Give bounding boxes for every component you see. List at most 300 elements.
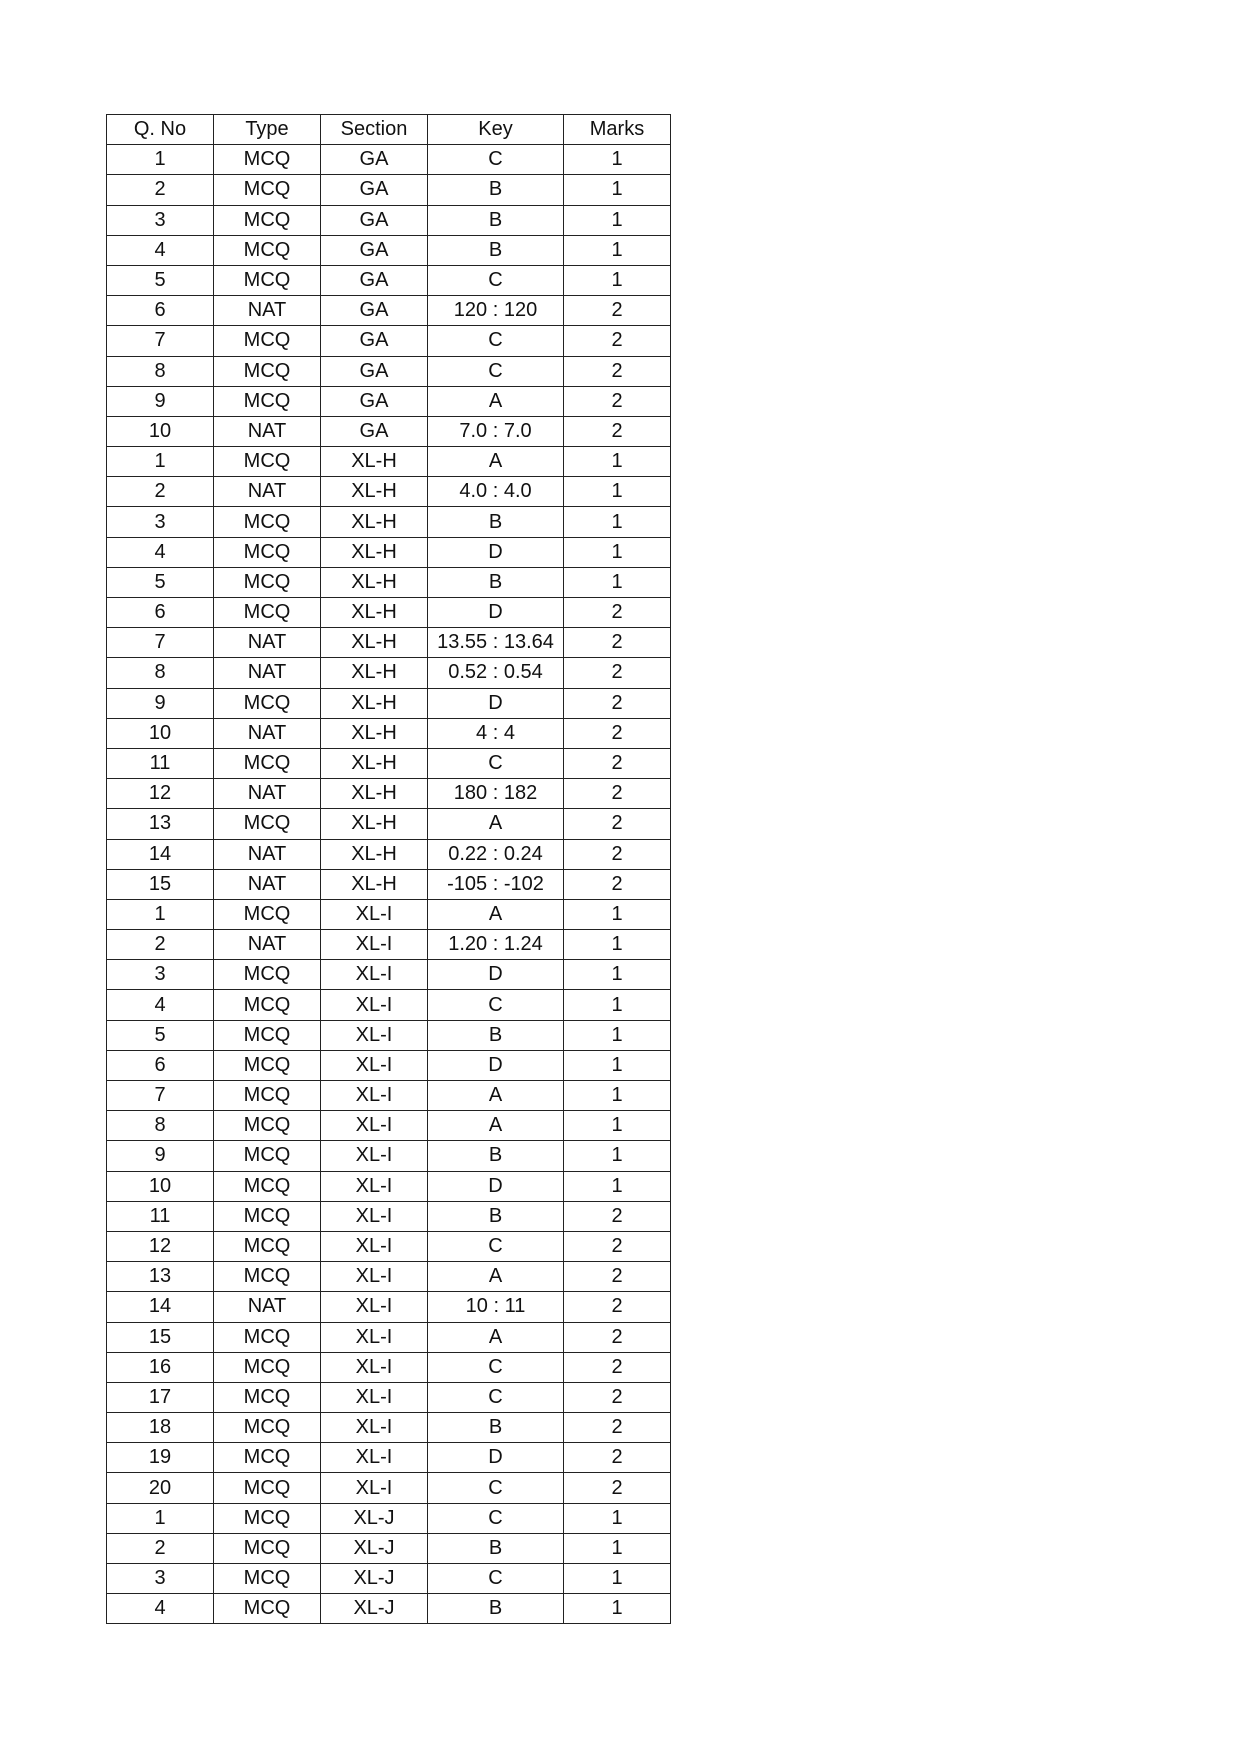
cell-key: 1.20 : 1.24 [428,930,564,960]
cell-type: NAT [214,296,321,326]
cell-marks: 2 [564,839,671,869]
cell-qno: 20 [107,1473,214,1503]
cell-type: NAT [214,628,321,658]
cell-type: MCQ [214,537,321,567]
cell-key: B [428,1141,564,1171]
cell-qno: 11 [107,1201,214,1231]
cell-marks: 1 [564,537,671,567]
cell-key: -105 : -102 [428,869,564,899]
cell-type: MCQ [214,1020,321,1050]
cell-type: MCQ [214,1322,321,1352]
cell-marks: 1 [564,1503,671,1533]
cell-qno: 15 [107,869,214,899]
table-row [107,1262,671,1292]
header-marks: Marks [564,115,671,145]
cell-section: XL-H [321,809,428,839]
cell-section: GA [321,386,428,416]
table-row [107,748,671,778]
cell-marks: 1 [564,930,671,960]
cell-key: B [428,1533,564,1563]
cell-type: MCQ [214,1352,321,1382]
cell-marks: 2 [564,386,671,416]
cell-marks: 2 [564,1231,671,1261]
cell-qno: 4 [107,990,214,1020]
cell-qno: 4 [107,537,214,567]
cell-type: MCQ [214,1413,321,1443]
cell-marks: 1 [564,507,671,537]
cell-marks: 2 [564,1443,671,1473]
table-row [107,1141,671,1171]
cell-marks: 1 [564,1141,671,1171]
cell-marks: 2 [564,296,671,326]
cell-qno: 10 [107,1171,214,1201]
cell-key: A [428,1322,564,1352]
cell-key: C [428,990,564,1020]
cell-section: XL-J [321,1503,428,1533]
table-row [107,265,671,295]
cell-qno: 6 [107,598,214,628]
cell-marks: 1 [564,1050,671,1080]
cell-section: XL-H [321,507,428,537]
cell-key: C [428,326,564,356]
cell-type: NAT [214,930,321,960]
answer-key-header [107,115,671,145]
cell-qno: 13 [107,809,214,839]
cell-marks: 2 [564,598,671,628]
table-row [107,386,671,416]
cell-type: NAT [214,869,321,899]
cell-qno: 1 [107,1503,214,1533]
table-row [107,598,671,628]
cell-section: XL-H [321,447,428,477]
cell-section: XL-I [321,1111,428,1141]
cell-key: B [428,205,564,235]
cell-section: XL-H [321,718,428,748]
cell-key: C [428,1352,564,1382]
cell-qno: 5 [107,1020,214,1050]
table-row [107,869,671,899]
cell-type: MCQ [214,567,321,597]
cell-marks: 1 [564,567,671,597]
cell-marks: 1 [564,477,671,507]
cell-type: MCQ [214,1171,321,1201]
cell-qno: 12 [107,1231,214,1261]
cell-key: A [428,899,564,929]
cell-key: C [428,1473,564,1503]
table-row [107,1352,671,1382]
header-section: Section [321,115,428,145]
cell-type: MCQ [214,1443,321,1473]
cell-section: XL-J [321,1533,428,1563]
cell-qno: 6 [107,1050,214,1080]
table-row [107,1050,671,1080]
cell-marks: 2 [564,1473,671,1503]
cell-type: MCQ [214,1533,321,1563]
cell-key: 13.55 : 13.64 [428,628,564,658]
table-row [107,1201,671,1231]
table-row [107,779,671,809]
answer-key-table [106,114,671,1624]
cell-marks: 2 [564,718,671,748]
cell-key: 4.0 : 4.0 [428,477,564,507]
table-row [107,1292,671,1322]
cell-type: MCQ [214,175,321,205]
table-row [107,1564,671,1594]
cell-marks: 2 [564,809,671,839]
table-row [107,1081,671,1111]
cell-section: GA [321,235,428,265]
cell-key: D [428,688,564,718]
cell-type: MCQ [214,145,321,175]
cell-section: XL-I [321,1473,428,1503]
cell-marks: 1 [564,1171,671,1201]
table-row [107,839,671,869]
cell-marks: 1 [564,447,671,477]
cell-qno: 8 [107,658,214,688]
cell-section: XL-H [321,537,428,567]
cell-section: XL-I [321,1292,428,1322]
cell-section: XL-I [321,1352,428,1382]
cell-section: XL-H [321,779,428,809]
cell-section: XL-J [321,1564,428,1594]
cell-qno: 2 [107,930,214,960]
cell-section: XL-I [321,960,428,990]
cell-marks: 2 [564,869,671,899]
cell-type: NAT [214,1292,321,1322]
cell-key: 180 : 182 [428,779,564,809]
cell-key: D [428,1443,564,1473]
cell-key: 0.22 : 0.24 [428,839,564,869]
header-type: Type [214,115,321,145]
cell-marks: 2 [564,658,671,688]
cell-marks: 2 [564,1322,671,1352]
cell-marks: 1 [564,265,671,295]
table-row [107,537,671,567]
cell-marks: 1 [564,1111,671,1141]
cell-key: C [428,145,564,175]
cell-marks: 1 [564,1594,671,1624]
cell-section: GA [321,416,428,446]
table-row [107,205,671,235]
cell-section: XL-I [321,930,428,960]
cell-type: MCQ [214,598,321,628]
table-row [107,1111,671,1141]
cell-marks: 2 [564,356,671,386]
table-row [107,296,671,326]
cell-key: A [428,386,564,416]
cell-section: XL-H [321,839,428,869]
cell-section: XL-H [321,748,428,778]
cell-section: GA [321,296,428,326]
cell-section: XL-H [321,598,428,628]
cell-key: A [428,809,564,839]
table-row [107,990,671,1020]
cell-section: XL-H [321,477,428,507]
cell-qno: 8 [107,1111,214,1141]
cell-qno: 9 [107,1141,214,1171]
cell-qno: 14 [107,1292,214,1322]
table-row [107,688,671,718]
cell-section: XL-I [321,1201,428,1231]
table-row [107,1443,671,1473]
cell-section: XL-I [321,1382,428,1412]
cell-key: D [428,960,564,990]
cell-marks: 1 [564,899,671,929]
cell-key: D [428,598,564,628]
cell-section: GA [321,265,428,295]
cell-key: A [428,1081,564,1111]
cell-key: 7.0 : 7.0 [428,416,564,446]
cell-section: XL-I [321,1081,428,1111]
cell-qno: 3 [107,960,214,990]
table-row [107,477,671,507]
cell-key: C [428,1231,564,1261]
table-row [107,628,671,658]
cell-key: C [428,265,564,295]
cell-key: A [428,447,564,477]
table-row [107,1382,671,1412]
cell-section: XL-I [321,899,428,929]
cell-qno: 2 [107,1533,214,1563]
cell-type: MCQ [214,899,321,929]
cell-qno: 6 [107,296,214,326]
table-row [107,567,671,597]
table-row [107,658,671,688]
cell-qno: 9 [107,386,214,416]
cell-qno: 14 [107,839,214,869]
table-row [107,1473,671,1503]
cell-qno: 1 [107,145,214,175]
cell-marks: 2 [564,1262,671,1292]
cell-type: MCQ [214,235,321,265]
cell-type: MCQ [214,1564,321,1594]
cell-section: XL-I [321,1020,428,1050]
cell-qno: 12 [107,779,214,809]
cell-marks: 2 [564,688,671,718]
header-qno: Q. No [107,115,214,145]
cell-qno: 5 [107,567,214,597]
cell-key: 120 : 120 [428,296,564,326]
table-row [107,1413,671,1443]
cell-type: MCQ [214,990,321,1020]
cell-section: XL-I [321,990,428,1020]
cell-key: B [428,567,564,597]
cell-type: MCQ [214,1111,321,1141]
table-row [107,356,671,386]
cell-type: MCQ [214,1594,321,1624]
cell-marks: 2 [564,1352,671,1382]
table-row [107,809,671,839]
cell-section: GA [321,145,428,175]
cell-key: D [428,1050,564,1080]
cell-key: 0.52 : 0.54 [428,658,564,688]
cell-marks: 2 [564,326,671,356]
table-row [107,416,671,446]
cell-marks: 1 [564,175,671,205]
cell-key: A [428,1111,564,1141]
cell-marks: 1 [564,205,671,235]
table-row [107,718,671,748]
cell-type: NAT [214,839,321,869]
cell-section: XL-H [321,658,428,688]
cell-type: MCQ [214,507,321,537]
cell-key: C [428,748,564,778]
cell-section: GA [321,326,428,356]
cell-type: MCQ [214,809,321,839]
cell-marks: 2 [564,779,671,809]
table-row [107,1594,671,1624]
table-row [107,1503,671,1533]
cell-type: MCQ [214,748,321,778]
header-row [107,115,671,145]
cell-key: B [428,1020,564,1050]
cell-section: XL-I [321,1413,428,1443]
cell-qno: 3 [107,507,214,537]
cell-section: XL-I [321,1231,428,1261]
cell-qno: 18 [107,1413,214,1443]
cell-qno: 19 [107,1443,214,1473]
table-row [107,1533,671,1563]
cell-section: XL-I [321,1141,428,1171]
cell-type: MCQ [214,265,321,295]
table-row [107,1020,671,1050]
cell-marks: 2 [564,416,671,446]
cell-marks: 1 [564,960,671,990]
cell-qno: 2 [107,477,214,507]
answer-key-body [107,145,671,1624]
cell-qno: 7 [107,1081,214,1111]
cell-type: MCQ [214,1050,321,1080]
cell-key: A [428,1262,564,1292]
cell-type: MCQ [214,1382,321,1412]
cell-marks: 2 [564,628,671,658]
cell-qno: 16 [107,1352,214,1382]
cell-qno: 3 [107,205,214,235]
table-row [107,899,671,929]
cell-section: XL-I [321,1171,428,1201]
cell-type: MCQ [214,326,321,356]
cell-key: B [428,1201,564,1231]
cell-qno: 9 [107,688,214,718]
cell-qno: 15 [107,1322,214,1352]
cell-qno: 10 [107,718,214,748]
cell-key: B [428,235,564,265]
cell-type: MCQ [214,1262,321,1292]
cell-qno: 1 [107,899,214,929]
cell-type: MCQ [214,960,321,990]
cell-type: MCQ [214,1503,321,1533]
cell-marks: 1 [564,1533,671,1563]
cell-marks: 1 [564,1020,671,1050]
cell-qno: 5 [107,265,214,295]
cell-qno: 10 [107,416,214,446]
cell-key: C [428,1564,564,1594]
cell-key: C [428,356,564,386]
table-row [107,326,671,356]
table-row [107,930,671,960]
cell-section: GA [321,356,428,386]
cell-type: MCQ [214,356,321,386]
cell-qno: 8 [107,356,214,386]
cell-section: XL-I [321,1262,428,1292]
cell-marks: 1 [564,145,671,175]
cell-key: D [428,537,564,567]
table-row [107,1231,671,1261]
cell-key: B [428,507,564,537]
cell-section: GA [321,175,428,205]
cell-type: NAT [214,658,321,688]
cell-key: B [428,1594,564,1624]
table-row [107,507,671,537]
cell-section: XL-H [321,567,428,597]
cell-type: NAT [214,779,321,809]
cell-key: C [428,1503,564,1533]
cell-type: MCQ [214,386,321,416]
cell-section: XL-J [321,1594,428,1624]
cell-type: MCQ [214,1473,321,1503]
cell-key: B [428,175,564,205]
cell-qno: 7 [107,326,214,356]
cell-marks: 1 [564,1564,671,1594]
cell-key: D [428,1171,564,1201]
table-row [107,447,671,477]
cell-marks: 1 [564,1081,671,1111]
cell-type: MCQ [214,1201,321,1231]
cell-marks: 1 [564,990,671,1020]
table-row [107,1171,671,1201]
cell-marks: 2 [564,1382,671,1412]
cell-marks: 2 [564,748,671,778]
cell-qno: 7 [107,628,214,658]
cell-key: 4 : 4 [428,718,564,748]
cell-type: MCQ [214,1141,321,1171]
cell-qno: 3 [107,1564,214,1594]
cell-section: XL-I [321,1443,428,1473]
table-row [107,235,671,265]
cell-marks: 2 [564,1413,671,1443]
cell-type: MCQ [214,205,321,235]
table-row [107,175,671,205]
cell-type: MCQ [214,447,321,477]
table-row [107,960,671,990]
cell-key: C [428,1382,564,1412]
cell-marks: 2 [564,1292,671,1322]
cell-type: MCQ [214,1081,321,1111]
cell-key: 10 : 11 [428,1292,564,1322]
cell-marks: 1 [564,235,671,265]
cell-section: XL-I [321,1322,428,1352]
cell-qno: 11 [107,748,214,778]
cell-marks: 2 [564,1201,671,1231]
table-row [107,145,671,175]
cell-section: GA [321,205,428,235]
cell-section: XL-H [321,688,428,718]
cell-section: XL-I [321,1050,428,1080]
cell-qno: 2 [107,175,214,205]
cell-qno: 1 [107,447,214,477]
cell-type: NAT [214,416,321,446]
cell-type: MCQ [214,688,321,718]
cell-qno: 13 [107,1262,214,1292]
cell-qno: 4 [107,1594,214,1624]
header-key: Key [428,115,564,145]
cell-key: B [428,1413,564,1443]
cell-qno: 17 [107,1382,214,1412]
cell-type: NAT [214,477,321,507]
cell-type: NAT [214,718,321,748]
cell-section: XL-H [321,628,428,658]
cell-qno: 4 [107,235,214,265]
